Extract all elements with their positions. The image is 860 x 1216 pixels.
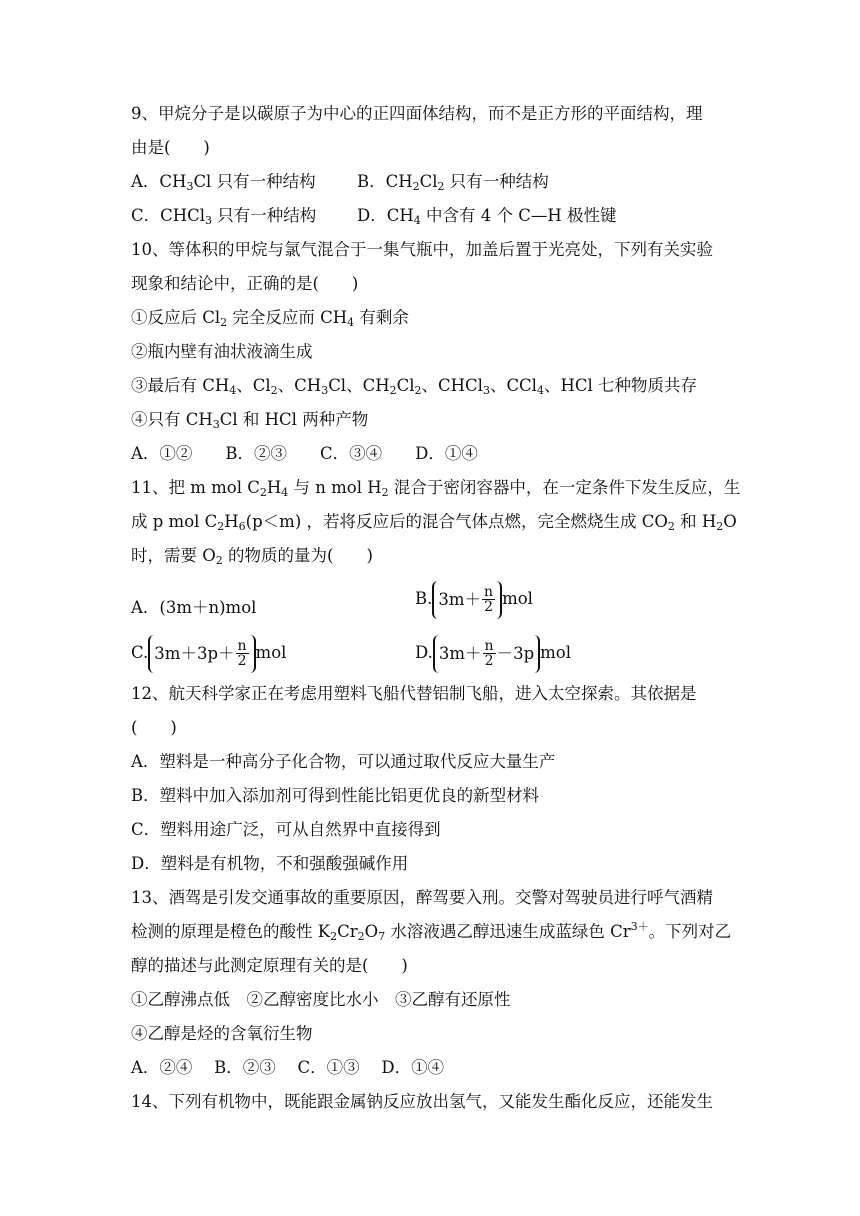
q12-option-d: D．塑料是有机物，不和强酸强碱作用 bbox=[131, 854, 409, 873]
q11-option-d: D. 3m＋ $\frac{n}{2}$ －3p mol bbox=[415, 634, 571, 673]
q11-option-c-paren: 3m＋3p＋ $\frac{n}{2}$ bbox=[148, 635, 255, 673]
q13-stem-line3: 醇的描述与此测定原理有关的是( ) bbox=[131, 956, 408, 975]
q12-option-c: C．塑料用途广泛，可从自然界中直接得到 bbox=[131, 820, 441, 839]
q11-stem-line2: 成 p mol $C_2H_6(p<m)$ ，若将反应后的混合气体点燃，完全燃烧生成 $CO_2$ 和 $H_2O$ bbox=[131, 512, 737, 533]
q11-option-b-fraction: $\frac{n}{2}$ bbox=[484, 584, 494, 615]
q13-statements-2: ④乙醇是烃的含氧衍生物 bbox=[131, 1024, 313, 1043]
q14-stem-line1: 14、下列有机物中，既能跟金属钠反应放出氢气，又能发生酯化反应，还能发生 bbox=[131, 1092, 713, 1111]
q11-option-c-fraction: $\frac{n}{2}$ bbox=[237, 638, 247, 669]
q13-options: A．②④ B．②③ C．①③ D．①④ bbox=[131, 1058, 445, 1077]
q10-statement-3: ③最后有 $CH_4$、$Cl_2$、$CH_3Cl$、$CH_2Cl_2$、CHCl$_3$、CCl$_4$、HCl 七种物质共存 bbox=[131, 376, 698, 397]
q11-option-d-paren: 3m＋ $\frac{n}{2}$ －3p bbox=[433, 635, 540, 673]
q12-stem-line2: ( ) bbox=[131, 718, 177, 737]
q11-option-c: C. 3m＋3p＋ $\frac{n}{2}$ mol bbox=[131, 634, 286, 673]
q13-statements-1: ①乙醇沸点低 ②乙醇密度比水小 ③乙醇有还原性 bbox=[131, 990, 511, 1009]
q11-option-b: B. 3m＋ $\frac{n}{2}$ mol bbox=[415, 580, 533, 619]
q10-statement-2: ②瓶内壁有油状液滴生成 bbox=[131, 342, 313, 361]
q13-stem-line2: 检测的原理是橙色的酸性 $K_2Cr_2O_7$ 水溶液遇乙醇迅速生成蓝绿色 $Cr^{3+}$。下列对乙 bbox=[131, 920, 732, 943]
q11-option-b-paren: 3m＋ $\frac{n}{2}$ bbox=[432, 581, 502, 619]
q11-option-a: A．(3m＋n)mol bbox=[131, 598, 257, 617]
q10-stem-line1: 10、等体积的甲烷与氯气混合于一集气瓶中，加盖后置于光亮处，下列有关实验 bbox=[131, 240, 713, 259]
q9-option-d: D．$CH_4$ 中含有 4 个 C—H 极性键 bbox=[357, 206, 617, 227]
q12-option-b: B．塑料中加入添加剂可得到性能比铝更优良的新型材料 bbox=[131, 786, 540, 805]
q10-options: A．①② B．②③ C．③④ D．①④ bbox=[131, 444, 478, 463]
q10-statement-1: ①反应后 $Cl_2$ 完全反应而 $CH_4$ 有剩余 bbox=[131, 308, 409, 329]
q12-stem-line1: 12、航天科学家正在考虑用塑料飞船代替铝制飞船，进入太空探索。其依据是 bbox=[131, 684, 697, 703]
q9-option-a: A．$CH_3Cl$ 只有一种结构 bbox=[131, 172, 316, 193]
q13-stem-line1: 13、酒驾是引发交通事故的重要原因，醉驾要入刑。交警对驾驶员进行呼气酒精 bbox=[131, 888, 713, 907]
q9-stem-line2: 由是( ) bbox=[131, 138, 210, 157]
q9-options-ab bbox=[131, 172, 549, 193]
q11-stem-line3: 时，需要 $O_2$ 的物质的量为( ) bbox=[131, 546, 373, 567]
q12-option-a: A．塑料是一种高分子化合物，可以通过取代反应大量生产 bbox=[131, 752, 556, 771]
q9-stem-line1: 9、甲烷分子是以碳原子为中心的正四面体结构，而不是正方形的平面结构，理 bbox=[131, 104, 703, 123]
q9-option-b: B．$CH_2Cl_2$ 只有一种结构 bbox=[357, 172, 549, 193]
q9-options-cd bbox=[131, 206, 617, 227]
q10-stem-line2: 现象和结论中，正确的是( ) bbox=[131, 274, 359, 293]
q10-statement-4: ④只有 $CH_3Cl$ 和 HCl 两种产物 bbox=[131, 410, 369, 431]
q9-option-c: C．CHCl$_3$ 只有一种结构 bbox=[131, 206, 317, 227]
q11-stem-line1: 11、把 m mol $C_2H_4$ 与 n mol $H_2$ 混合于密闭容器中，在一定条件下发生反应，生 bbox=[131, 478, 741, 499]
q11-option-d-fraction: $\frac{n}{2}$ bbox=[484, 638, 494, 669]
